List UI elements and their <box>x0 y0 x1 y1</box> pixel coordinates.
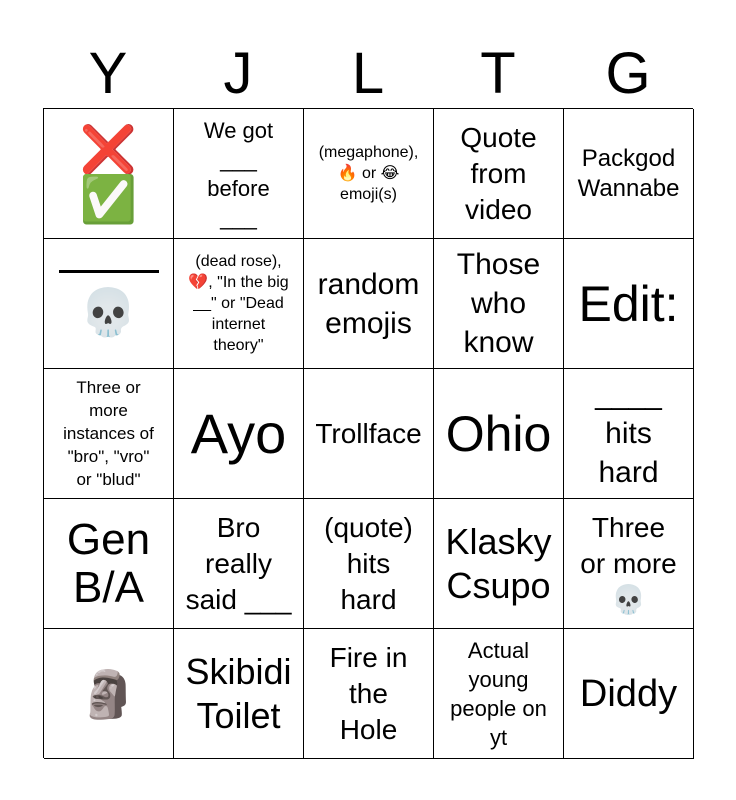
cell-text: (megaphone), 🔥 or 😂 emoji(s) <box>318 144 419 203</box>
bingo-cell[interactable] <box>304 629 434 759</box>
blank-underline <box>59 270 159 273</box>
cell-text: Edit: <box>578 275 679 332</box>
cell-text: We got ___ before ___ <box>203 117 274 230</box>
bingo-cell[interactable] <box>304 369 434 499</box>
bingo-cell[interactable] <box>564 499 694 629</box>
skull-emoji-icon: 💀 <box>79 286 138 338</box>
cell-text: Packgod Wannabe <box>577 144 680 202</box>
cell-text: Klasky Csupo <box>445 520 552 606</box>
bingo-cell[interactable] <box>564 369 694 499</box>
header-letter-j: J <box>223 41 253 106</box>
cell-text: (dead rose), 💔, "In the big __" or "Dead internet theory" <box>188 253 289 354</box>
cell-text: Three or more instances of "bro", "vro" or "blud" <box>63 378 154 489</box>
cell-text: (quote) hits hard <box>324 511 413 615</box>
cell-text: Diddy <box>579 672 678 715</box>
bingo-cell[interactable] <box>174 239 304 369</box>
bingo-cell[interactable] <box>304 499 434 629</box>
bingo-cell[interactable] <box>44 109 174 239</box>
bingo-cell[interactable] <box>434 629 564 759</box>
bingo-cell[interactable] <box>434 499 564 629</box>
cell-text: Skibidi Toilet <box>185 650 292 736</box>
cell-text: Bro really said ___ <box>185 511 292 615</box>
bingo-cell[interactable] <box>304 109 434 239</box>
bingo-cell[interactable] <box>304 239 434 369</box>
header-letter-l: L <box>351 41 385 106</box>
header-letter-g: G <box>605 41 651 106</box>
cell-text: Fire in the Hole <box>329 641 408 745</box>
bingo-cell[interactable] <box>174 109 304 239</box>
cross-check-emoji-icon: ❌ ✅ <box>79 122 138 225</box>
bingo-cell[interactable] <box>564 239 694 369</box>
bingo-cell[interactable] <box>434 369 564 499</box>
header-letter-y: Y <box>88 41 128 106</box>
bingo-cell[interactable] <box>174 499 304 629</box>
bingo-cell[interactable] <box>564 629 694 759</box>
cell-text: ____ hits hard <box>595 378 662 489</box>
cell-text: Those who know <box>456 248 541 359</box>
bingo-cell[interactable] <box>434 109 564 239</box>
bingo-grid <box>43 108 693 758</box>
cell-text: Trollface <box>315 417 422 449</box>
moai-emoji-icon: 🗿 <box>79 667 138 720</box>
bingo-cell[interactable] <box>564 109 694 239</box>
bingo-header <box>43 40 693 108</box>
bingo-cell[interactable] <box>174 629 304 759</box>
bingo-cell[interactable] <box>44 239 174 369</box>
cell-text: random emojis <box>317 267 420 340</box>
cell-text: Ohio <box>445 405 552 462</box>
cell-text: Gen B/A <box>66 514 151 612</box>
bingo-cell[interactable] <box>44 629 174 759</box>
bingo-cell[interactable] <box>434 239 564 369</box>
bingo-cell[interactable] <box>174 369 304 499</box>
bingo-cell[interactable] <box>44 369 174 499</box>
bingo-cell[interactable] <box>44 499 174 629</box>
header-letter-t: T <box>480 41 516 106</box>
cell-text: Ayo <box>190 401 287 465</box>
cell-text: Three or more 💀 <box>580 511 677 615</box>
cell-text: Actual young people on yt <box>450 637 547 750</box>
cell-text: Quote from video <box>460 121 537 225</box>
